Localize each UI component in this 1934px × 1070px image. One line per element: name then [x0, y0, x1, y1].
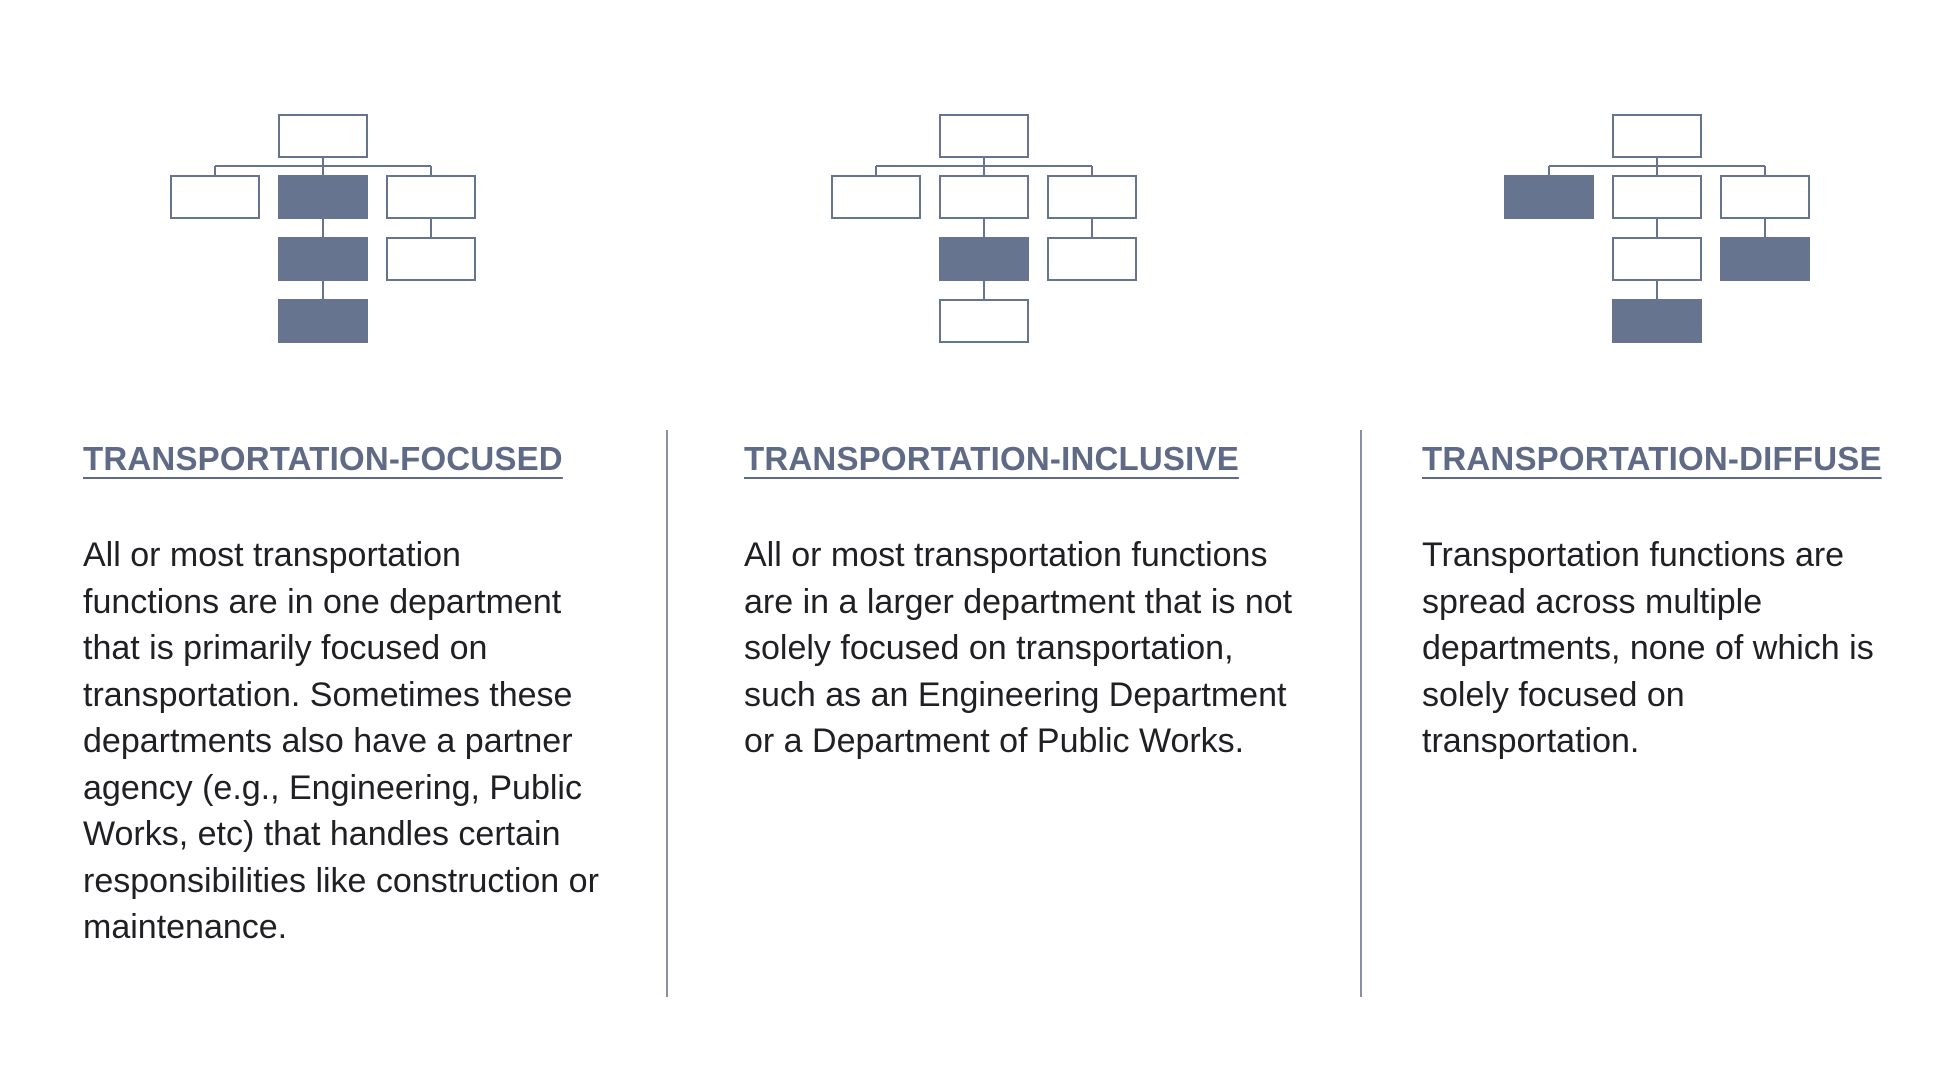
column-inclusive — [744, 440, 1299, 765]
org-box-level1-right — [1721, 176, 1809, 218]
heading-transportation-inclusive[interactable]: TRANSPORTATION-INCLUSIVE — [744, 440, 1239, 477]
org-box-level1-center-highlighted — [279, 176, 367, 218]
org-chart-focused — [165, 110, 485, 350]
org-chart-svg — [1499, 110, 1819, 350]
org-box-level2-center-highlighted — [279, 238, 367, 280]
heading-transportation-focused[interactable]: TRANSPORTATION-FOCUSED — [83, 440, 563, 477]
org-box-top-center — [279, 115, 367, 157]
org-box-level1-right — [1048, 176, 1136, 218]
org-chart-inclusive — [826, 110, 1146, 350]
org-box-level3-center-highlighted — [279, 300, 367, 342]
org-box-top-center — [940, 115, 1028, 157]
org-box-level2-right — [1048, 238, 1136, 280]
org-box-level1-center — [940, 176, 1028, 218]
description-transportation-inclusive: All or most transportation functions are in a larger department that is not solely focused on transportation, such as an Engineering Department or a Department of Public Works. — [744, 536, 1293, 760]
org-chart-svg — [826, 110, 1146, 350]
org-box-level3-center-highlighted — [1613, 300, 1701, 342]
org-box-level1-left — [171, 176, 259, 218]
column-divider-2 — [1360, 430, 1362, 997]
org-box-level2-center-highlighted — [940, 238, 1028, 280]
org-box-level2-right-highlighted — [1721, 238, 1809, 280]
description-transportation-diffuse: Transportation functions are spread across multiple departments, none of which is solely focused on transportation. — [1422, 536, 1874, 760]
org-box-level2-right — [387, 238, 475, 280]
column-divider-1 — [666, 430, 668, 997]
heading-transportation-diffuse[interactable]: TRANSPORTATION-DIFFUSE — [1422, 440, 1882, 477]
org-box-level1-right — [387, 176, 475, 218]
org-box-level1-left — [832, 176, 920, 218]
org-box-level3-center — [940, 300, 1028, 342]
org-box-level1-left-highlighted — [1505, 176, 1593, 218]
column-diffuse — [1422, 440, 1882, 765]
org-box-top-center — [1613, 115, 1701, 157]
org-chart-diffuse — [1499, 110, 1819, 350]
org-box-level1-center — [1613, 176, 1701, 218]
org-box-level2-center — [1613, 238, 1701, 280]
description-transportation-focused: All or most transportation functions are in one department that is primarily focused on transportation. Sometimes these departments also have a partner agency (e.g., Engineering, Public Works, etc) that handles certain responsibilities like construction or maintenance. — [83, 536, 599, 946]
column-focused — [83, 440, 603, 951]
org-chart-svg — [165, 110, 485, 350]
